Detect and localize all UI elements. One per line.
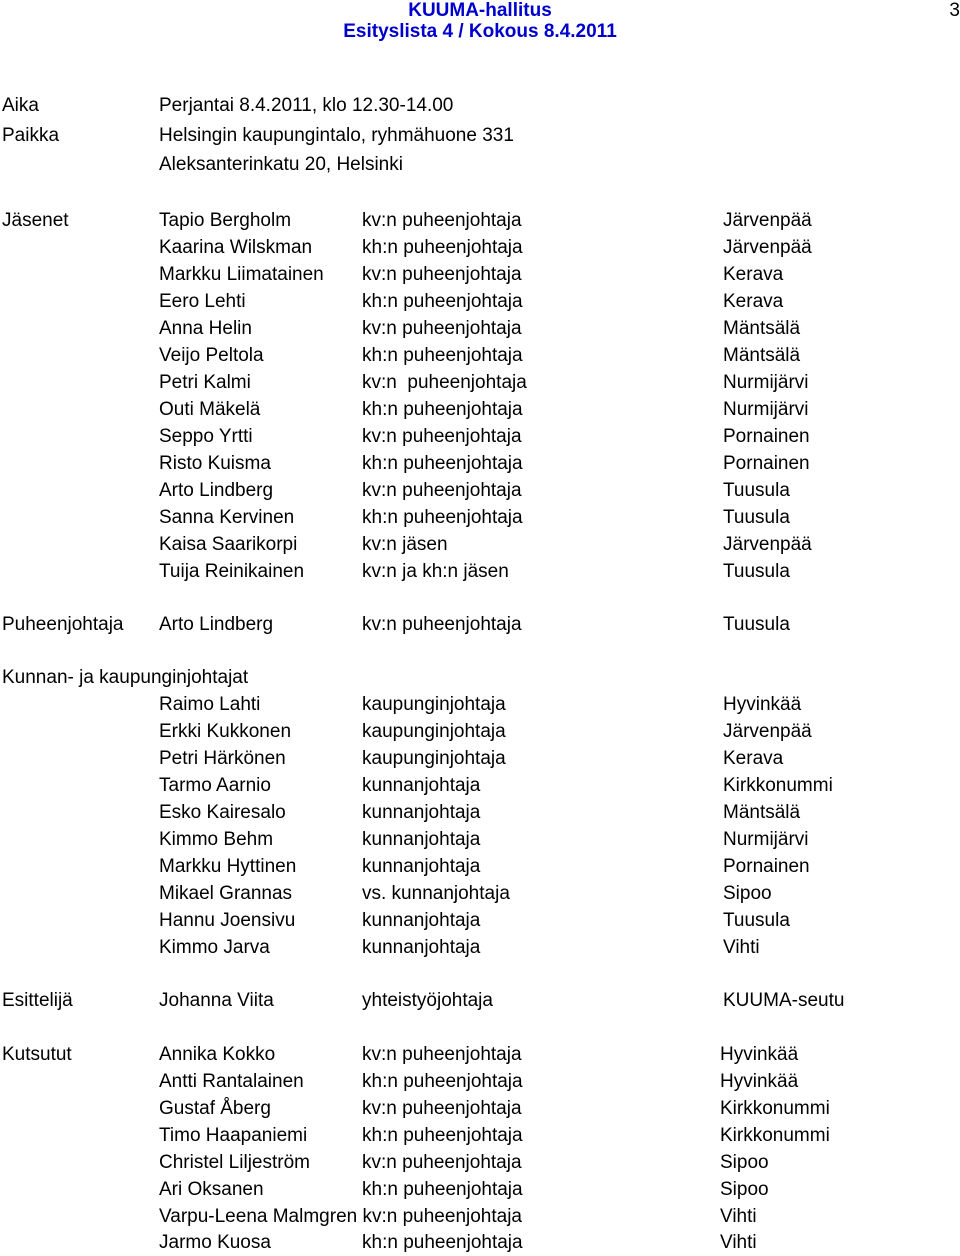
manager-name: Petri Härkönen — [159, 748, 286, 769]
members-row — [0, 288, 960, 315]
member-city: Tuusula — [723, 507, 790, 528]
presenter-role: yhteistyöjohtaja — [362, 990, 493, 1011]
chair-city: Tuusula — [723, 614, 790, 635]
invited-row — [0, 1095, 960, 1122]
manager-city: Kirkkonummi — [723, 775, 833, 796]
manager-row — [0, 934, 960, 961]
invited-city: Hyvinkää — [720, 1071, 799, 1092]
manager-role: kunnanjohtaja — [362, 802, 481, 823]
manager-name: Markku Hyttinen — [159, 856, 297, 877]
time-label: Aika — [2, 95, 39, 116]
invited-name: Timo Haapaniemi — [159, 1125, 308, 1146]
manager-city: Vihti — [723, 937, 760, 958]
place-line-2: Aleksanterinkatu 20, Helsinki — [159, 154, 403, 175]
invited-name: Jarmo Kuosa — [159, 1232, 271, 1253]
manager-city: Kerava — [723, 748, 784, 769]
manager-city: Tuusula — [723, 910, 790, 931]
manager-city: Nurmijärvi — [723, 829, 809, 850]
members-row — [0, 207, 960, 234]
invited-row — [0, 1229, 960, 1256]
members-row — [0, 477, 960, 504]
member-city: Tuusula — [723, 561, 790, 582]
document-subtitle: Esityslista 4 / Kokous 8.4.2011 — [343, 21, 617, 42]
manager-row — [0, 691, 960, 718]
member-role: kh:n puheenjohtaja — [362, 453, 523, 474]
chair-label: Puheenjohtaja — [2, 614, 124, 635]
member-role: kv:n puheenjohtaja — [362, 480, 522, 501]
member-city: Järvenpää — [723, 210, 812, 231]
member-role: kv:n ja kh:n jäsen — [362, 561, 509, 582]
place-row — [0, 122, 960, 149]
managers-label: Kunnan- ja kaupunginjohtajat — [2, 667, 249, 688]
member-name: Kaisa Saarikorpi — [159, 534, 298, 555]
member-name: Sanna Kervinen — [159, 507, 295, 528]
chair-role: kv:n puheenjohtaja — [362, 614, 522, 635]
member-name: Seppo Yrtti — [159, 426, 253, 447]
manager-role: kunnanjohtaja — [362, 856, 481, 877]
members-row — [0, 423, 960, 450]
invited-role: kv:n puheenjohtaja — [362, 1152, 522, 1173]
invited-name: Varpu-Leena Malmgren kv:n puheenjohtaja — [159, 1206, 522, 1227]
document-title: KUUMA-hallitus — [408, 0, 552, 21]
member-name: Anna Helin — [159, 318, 252, 339]
invited-city: Kirkkonummi — [720, 1125, 830, 1146]
invited-role: kh:n puheenjohtaja — [362, 1179, 523, 1200]
members-row — [0, 234, 960, 261]
member-name: Outi Mäkelä — [159, 399, 261, 420]
member-city: Kerava — [723, 291, 784, 312]
member-role: kv:n puheenjohtaja — [362, 210, 522, 231]
manager-role: kunnanjohtaja — [362, 775, 481, 796]
invited-role: kh:n puheenjohtaja — [362, 1232, 523, 1253]
invited-city: Sipoo — [720, 1179, 769, 1200]
manager-name: Kimmo Behm — [159, 829, 274, 850]
page-number: 3 — [949, 0, 960, 21]
invited-row — [0, 1122, 960, 1149]
invited-name: Ari Oksanen — [159, 1179, 264, 1200]
member-city: Nurmijärvi — [723, 372, 809, 393]
invited-city: Hyvinkää — [720, 1044, 799, 1065]
manager-role: kunnanjohtaja — [362, 910, 481, 931]
member-role: kh:n puheenjohtaja — [362, 507, 523, 528]
manager-name: Kimmo Jarva — [159, 937, 270, 958]
manager-name: Raimo Lahti — [159, 694, 261, 715]
members-row — [0, 396, 960, 423]
member-role: kh:n puheenjohtaja — [362, 237, 523, 258]
invited-city: Kirkkonummi — [720, 1098, 830, 1119]
place-line-1: Helsingin kaupungintalo, ryhmähuone 331 — [159, 125, 514, 146]
invited-city: Sipoo — [720, 1152, 769, 1173]
members-row — [0, 342, 960, 369]
manager-row — [0, 880, 960, 907]
manager-city: Hyvinkää — [723, 694, 802, 715]
manager-role: kunnanjohtaja — [362, 829, 481, 850]
members-row — [0, 450, 960, 477]
member-name: Tuija Reinikainen — [159, 561, 305, 582]
manager-name: Hannu Joensivu — [159, 910, 296, 931]
member-city: Pornainen — [723, 426, 810, 447]
manager-role: kaupunginjohtaja — [362, 748, 506, 769]
invited-name: Antti Rantalainen — [159, 1071, 304, 1092]
place-label: Paikka — [2, 125, 60, 146]
member-name: Eero Lehti — [159, 291, 246, 312]
page-header — [0, 0, 960, 48]
invited-row — [0, 1149, 960, 1176]
manager-name: Esko Kairesalo — [159, 802, 286, 823]
manager-city: Sipoo — [723, 883, 772, 904]
manager-city: Mäntsälä — [723, 802, 801, 823]
member-name: Arto Lindberg — [159, 480, 274, 501]
presenter-city: KUUMA-seutu — [723, 990, 845, 1011]
manager-row — [0, 772, 960, 799]
invited-city: Vihti — [720, 1232, 757, 1253]
invited-role: kh:n puheenjohtaja — [362, 1125, 523, 1146]
manager-role: kaupunginjohtaja — [362, 721, 506, 742]
member-city: Tuusula — [723, 480, 790, 501]
invited-row — [0, 1041, 960, 1068]
member-role: kv:n jäsen — [362, 534, 448, 555]
members-row — [0, 558, 960, 585]
presenter-row — [0, 987, 960, 1014]
member-role: kh:n puheenjohtaja — [362, 345, 523, 366]
invited-role: kh:n puheenjohtaja — [362, 1071, 523, 1092]
member-name: Markku Liimatainen — [159, 264, 324, 285]
manager-row — [0, 853, 960, 880]
member-city: Pornainen — [723, 453, 810, 474]
manager-role: vs. kunnanjohtaja — [362, 883, 510, 904]
members-row — [0, 369, 960, 396]
manager-role: kunnanjohtaja — [362, 937, 481, 958]
manager-role: kaupunginjohtaja — [362, 694, 506, 715]
manager-city: Järvenpää — [723, 721, 812, 742]
members-row — [0, 261, 960, 288]
time-row — [0, 92, 960, 119]
invited-row — [0, 1068, 960, 1095]
members-row — [0, 504, 960, 531]
invited-name: Annika Kokko — [159, 1044, 276, 1065]
manager-row — [0, 826, 960, 853]
manager-city: Pornainen — [723, 856, 810, 877]
manager-name: Erkki Kukkonen — [159, 721, 292, 742]
invited-name: Gustaf Åberg — [159, 1098, 271, 1119]
invited-role: kv:n puheenjohtaja — [362, 1098, 522, 1119]
manager-row — [0, 745, 960, 772]
member-role: kh:n puheenjohtaja — [362, 291, 523, 312]
members-label: Jäsenet — [2, 210, 69, 231]
member-city: Järvenpää — [723, 534, 812, 555]
presenter-label: Esittelijä — [2, 990, 73, 1011]
member-name: Tapio Bergholm — [159, 210, 292, 231]
member-city: Nurmijärvi — [723, 399, 809, 420]
invited-role: kv:n puheenjohtaja — [362, 1044, 522, 1065]
manager-row — [0, 718, 960, 745]
member-role: kv:n puheenjohtaja — [362, 426, 522, 447]
members-row — [0, 315, 960, 342]
invited-row — [0, 1176, 960, 1203]
invited-row — [0, 1203, 960, 1230]
chair-row — [0, 611, 960, 638]
member-name: Veijo Peltola — [159, 345, 264, 366]
time-value: Perjantai 8.4.2011, klo 12.30-14.00 — [159, 95, 454, 116]
member-city: Järvenpää — [723, 237, 812, 258]
invited-label: Kutsutut — [2, 1044, 72, 1065]
managers-heading-row — [0, 664, 960, 691]
place-row-2 — [0, 151, 960, 178]
member-name: Kaarina Wilskman — [159, 237, 313, 258]
manager-row — [0, 799, 960, 826]
chair-name: Arto Lindberg — [159, 614, 274, 635]
member-role: kv:n puheenjohtaja — [362, 264, 522, 285]
manager-name: Mikael Grannas — [159, 883, 293, 904]
member-name: Risto Kuisma — [159, 453, 271, 474]
presenter-name: Johanna Viita — [159, 990, 274, 1011]
member-city: Mäntsälä — [723, 318, 801, 339]
invited-city: Vihti — [720, 1206, 757, 1227]
manager-name: Tarmo Aarnio — [159, 775, 271, 796]
members-row — [0, 531, 960, 558]
member-city: Kerava — [723, 264, 784, 285]
member-role: kv:n puheenjohtaja — [362, 318, 522, 339]
member-city: Mäntsälä — [723, 345, 801, 366]
member-role: kv:n puheenjohtaja — [362, 372, 527, 393]
member-name: Petri Kalmi — [159, 372, 251, 393]
member-role: kh:n puheenjohtaja — [362, 399, 523, 420]
manager-row — [0, 907, 960, 934]
invited-name: Christel Liljeström — [159, 1152, 310, 1173]
